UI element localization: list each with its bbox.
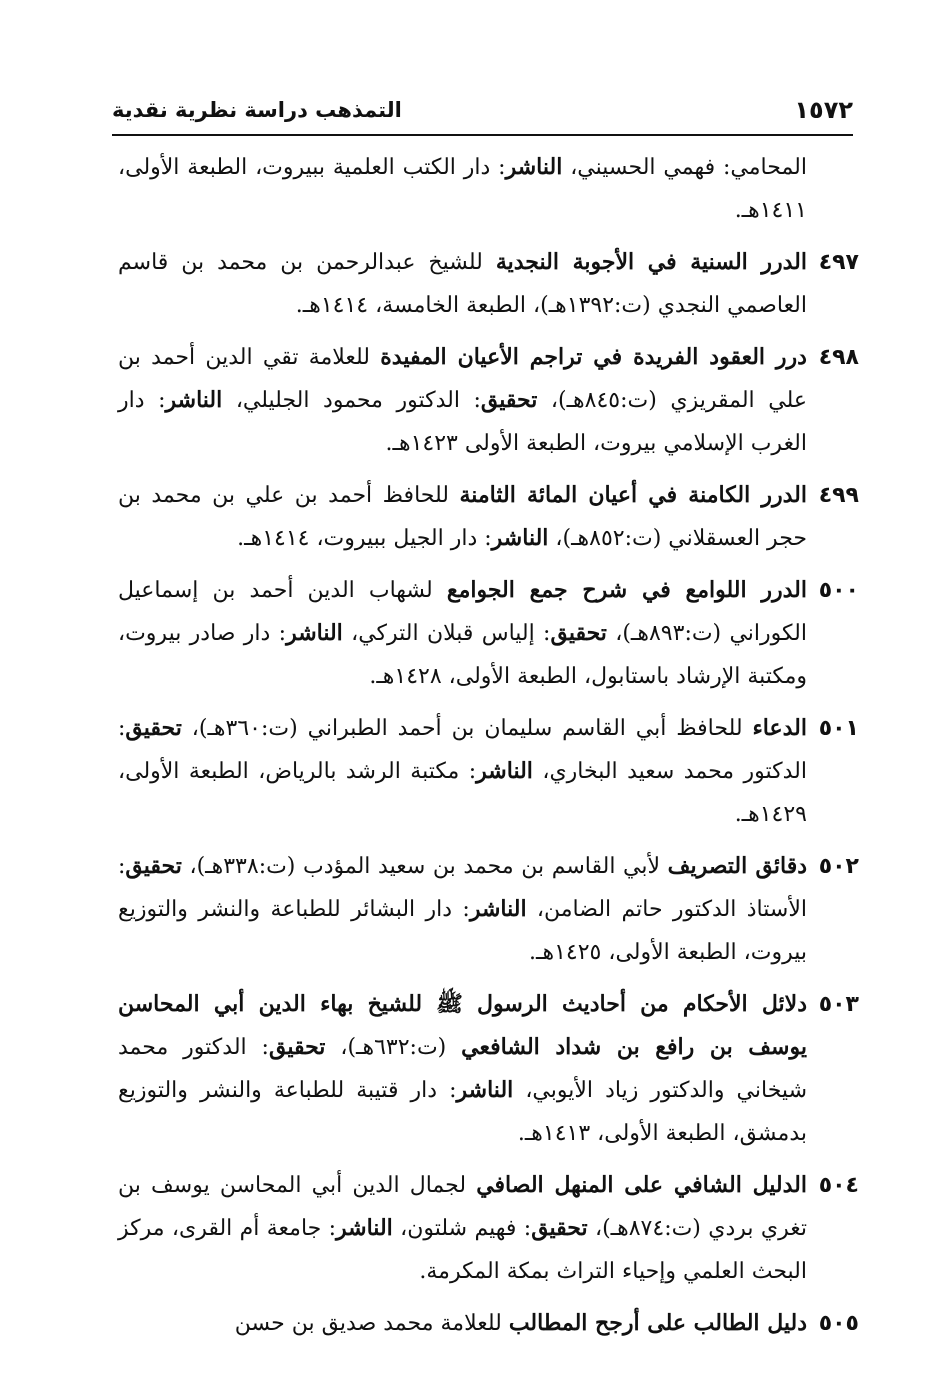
page-header <box>112 92 853 132</box>
entry-number: ٥٠٥ <box>818 1311 859 1336</box>
bibliography-entry-499 <box>118 474 859 560</box>
entry-title: دلائل الأحكام من أحاديث الرسول ﷺ للشيخ بهاء الدين أبي المحاسن يوسف بن رافع بن شداد الشافعي <box>118 991 807 1060</box>
publisher-label: الناشر <box>336 1215 393 1241</box>
entry-text: : مكتبة الرشد بالرياض، الطبعة الأولى، ١٤٢٩هـ. <box>118 759 807 827</box>
entry-text: : دار الغرب الإسلامي بيروت، الطبعة الأولى ١٤٢٣هـ. <box>118 388 807 456</box>
bibliography-entry-497 <box>118 241 859 327</box>
entry-text: : الأستاذ الدكتور حاتم الضامن، <box>118 854 807 922</box>
bibliography-entry-504 <box>118 1164 859 1293</box>
entry-number: ٥٠٢ <box>818 854 859 879</box>
editor-label: تحقيق <box>531 1215 588 1241</box>
publisher-label: الناشر <box>286 620 343 646</box>
publisher-label: الناشر <box>469 896 527 922</box>
publisher-label: الناشر <box>456 1077 514 1103</box>
bibliography-entry-501 <box>118 707 859 836</box>
entry-text: : دار البشائر للطباعة والنشر والتوزيع بيروت، الطبعة الأولى، ١٤٢٥هـ. <box>118 897 807 965</box>
entry-text: للحافظ أحمد بن علي بن محمد بن حجر العسقلاني (ت:٨٥٢هـ)، <box>118 483 807 551</box>
page-number: ١٥٧٢ <box>794 96 853 124</box>
entry-text: : الدكتور محمد شيخاني والدكتور زياد الأيوبي، <box>118 1035 807 1103</box>
entry-title: الدرر اللوامع في شرح جمع الجوامع <box>446 577 808 603</box>
bibliography-entry-505 <box>118 1302 859 1345</box>
entry-number: ٥٠١ <box>818 716 859 741</box>
bibliography-entry-500 <box>118 569 859 698</box>
publisher-label: الناشر <box>491 525 549 551</box>
entry-text: : جامعة أم القرى، مركز البحث العلمي وإحياء التراث بمكة المكرمة. <box>118 1216 807 1284</box>
publisher-label: الناشر <box>505 154 563 180</box>
bibliography-entry-continuation <box>118 146 859 232</box>
entry-text: : دار الكتب العلمية ببيروت، الطبعة الأولى، ١٤١١هـ. <box>118 155 807 223</box>
bibliography-entry-503 <box>118 983 859 1155</box>
entry-text: : الدكتور محمود الجليلي، <box>222 388 481 413</box>
editor-label: تحقيق <box>125 853 182 879</box>
editor-label: تحقيق <box>125 715 182 741</box>
editor-label: تحقيق <box>480 387 538 413</box>
entry-text: : إلياس قبلان التركي، <box>342 621 551 646</box>
bibliography-list <box>118 146 859 1354</box>
entry-text: : دار الجيل ببيروت، ١٤١٤هـ. <box>237 526 492 551</box>
entry-text: : الدكتور محمد سعيد البخاري، <box>118 716 807 784</box>
entry-title: الدعاء <box>752 715 807 741</box>
entry-title: الدليل الشافي على المنهل الصافي <box>476 1172 807 1198</box>
entry-title: الدرر السنية في الأجوبة النجدية <box>495 249 807 275</box>
entry-text: لأبي القاسم بن محمد بن سعيد المؤدب (ت:٣٣٨هـ)، <box>181 854 668 879</box>
entry-title: دليل الطالب على أرجح المطالب <box>508 1310 807 1336</box>
entry-text: (ت:٦٣٢هـ)، <box>325 1035 462 1060</box>
entry-text: للحافظ أبي القاسم سليمان بن أحمد الطبراني (ت:٣٦٠هـ)، <box>181 716 753 741</box>
header-rule <box>112 134 853 136</box>
entry-title: درر العقود الفريدة في تراجم الأعيان المفيدة <box>380 344 807 370</box>
publisher-label: الناشر <box>165 387 223 413</box>
entry-text: لجمال الدين أبي المحاسن يوسف بن تغري بردي (ت:٨٧٤هـ)، <box>118 1173 807 1241</box>
publisher-label: الناشر <box>476 758 533 784</box>
editor-label: تحقيق <box>268 1034 326 1060</box>
entry-text: : فهيم شلتون، <box>392 1216 532 1241</box>
entry-number: ٥٠٣ <box>818 992 859 1017</box>
entry-number: ٤٩٧ <box>818 250 859 275</box>
entry-number: ٥٠٠ <box>818 578 859 603</box>
entry-title: دقائق التصريف <box>667 853 808 879</box>
entry-text: للعلامة تقي الدين أحمد بن علي المقريزي (ت:٨٤٥هـ)، <box>118 345 807 413</box>
entry-text: لشهاب الدين أحمد بن إسماعيل الكوراني (ت:٨٩٣هـ)، <box>118 578 807 646</box>
bibliography-entry-502 <box>118 845 859 974</box>
entry-text: : دار قتيبة للطباعة والنشر والتوزيع بدمشق، الطبعة الأولى، ١٤١٣هـ. <box>118 1078 807 1146</box>
entry-text: للعلامة محمد صديق بن حسن <box>234 1311 509 1336</box>
entry-number: ٤٩٩ <box>818 483 859 508</box>
entry-text: : دار صادر بيروت، ومكتبة الإرشاد باستابول، الطبعة الأولى، ١٤٢٨هـ. <box>118 621 807 689</box>
entry-text: للشيخ عبدالرحمن بن محمد بن قاسم العاصمي النجدي (ت:١٣٩٢هـ)، الطبعة الخامسة، ١٤١٤هـ. <box>118 250 807 318</box>
entry-number: ٤٩٨ <box>818 345 859 370</box>
entry-text: المحامي: فهمي الحسيني، <box>562 155 807 180</box>
bibliography-entry-498 <box>118 336 859 465</box>
entry-title: الدرر الكامنة في أعيان المائة الثامنة <box>459 482 807 508</box>
running-title: التمذهب دراسة نظرية نقدية <box>112 98 402 122</box>
entry-number: ٥٠٤ <box>818 1173 859 1198</box>
editor-label: تحقيق <box>550 620 607 646</box>
